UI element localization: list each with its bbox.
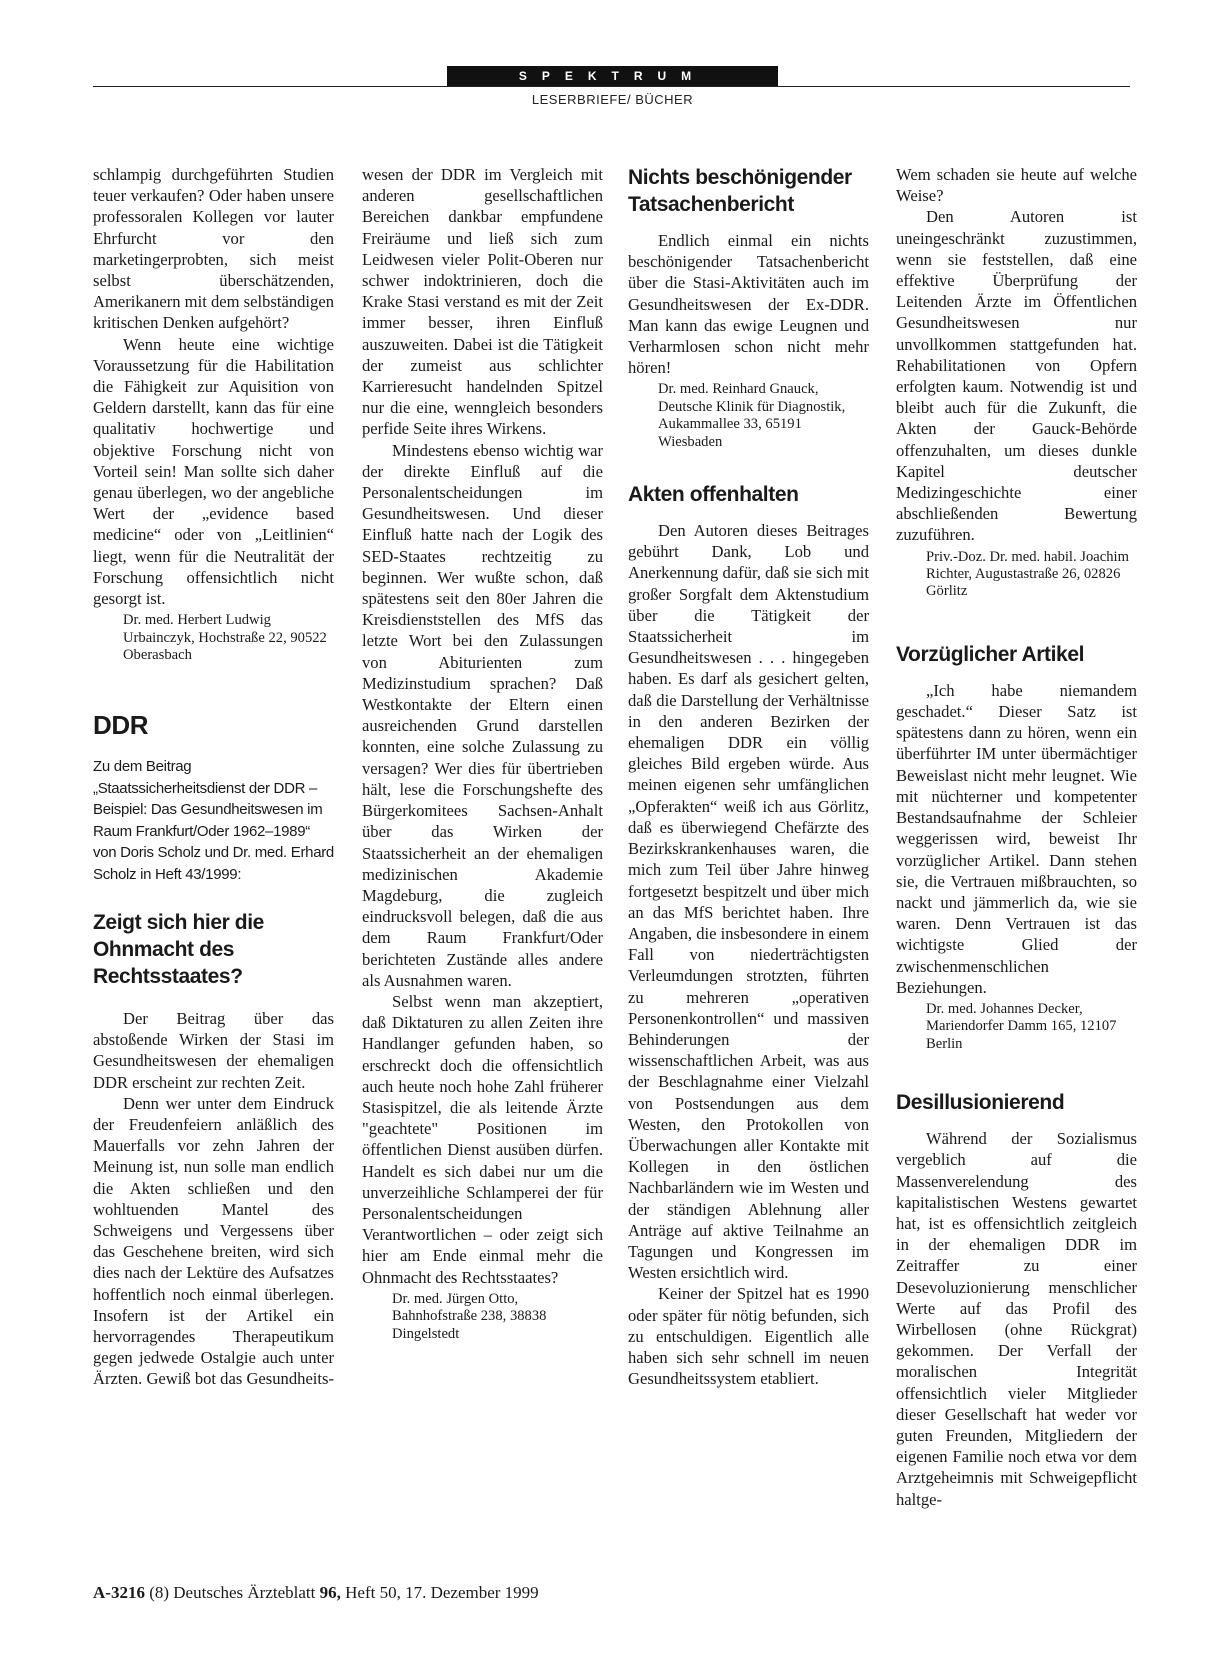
body-paragraph: Wem schaden sie heute auf welche Weise? — [896, 165, 1137, 206]
column-4 — [896, 164, 1137, 1510]
body-paragraph: schlampig durchgeführten Studien teuer verkaufen? Oder haben unsere professoralen Kollegen vor lauter Ehrfurcht vor den marketingerprobten, sich meist selbst überschätzenden, Amerikanern mit dem selbständigen kritischen Denken aufgehört? — [93, 165, 335, 333]
topic-heading: DDR — [93, 710, 149, 741]
letter-heading: Akten offenhalten — [628, 483, 799, 507]
header-rule — [93, 86, 1130, 87]
page-code: A-3216 — [93, 1583, 145, 1602]
letter-signature: Dr. med. Reinhard Gnauck, Deutsche Klinik für Diagnostik, Aukammallee 33, 65191 Wiesbaden — [658, 381, 846, 450]
letter-signature: Dr. med. Johannes Decker, Mariendorfer Damm 165, 12107 Berlin — [926, 1000, 1117, 1052]
letter-heading: Zeigt sich hier die Ohnmacht des Rechtsstaates? — [93, 910, 264, 988]
journal-volume: 96, — [319, 1583, 341, 1602]
letter-heading: Desillusionierend — [896, 1091, 1065, 1115]
section-subtitle: LESERBRIEFE/ BÜCHER — [531, 92, 694, 107]
body-paragraph: Keiner der Spitzel hat es 1990 oder später für nötig befunden, sich zu entschuldigen. Eigentlich alle haben sich sehr schnell im neuen Gesundheitssystem etabliert. — [628, 1284, 869, 1389]
column-1 — [93, 164, 334, 1390]
body-paragraph: Endlich einmal ein nichts beschönigender Tatsachenbericht über die Stasi-Aktivitäten auch im Gesundheitswesen der Ex-DDR. Man kann das ewige Leugnen und Verharmlosen schon nicht mehr hören! — [628, 231, 869, 378]
body-paragraph: Den Autoren ist uneingeschränkt zuzustimmen, wenn sie feststellen, daß eine effektive Überprüfung der Leitenden Ärzte im Öffentlichen Gesundheitswesen nur unvollkommen stattgefunden hat. Rehabilitationen von Opfern erfolgten kaum. Notwendig ist und bleibt auch für die Zukunft, die Akten der Gauck-Behörde offenzuhalten, um dieses dunkle Kapitel deutscher Medizingeschichte einer abschließenden Bewertung zuzuführen. — [896, 207, 1137, 545]
topic-intro: Zu dem Beitrag „Staatssicherheitsdienst der DDR – Beispiel: Das Gesundheitswesen im Raum Frankfurt/Oder 1962–1989“ von Doris Scholz und Dr. med. Erhard Scholz in Heft 43/1999: — [93, 758, 334, 883]
body-paragraph: Denn wer unter dem Eindruck der Freudenfeiern anläßlich des Mauerfalls vor zehn Jahren der Meinung ist, nun solle man endlich die Akten schließen und den wohltuenden Mantel des Schweigens und Vergessens über das Geschehene breiten, wird sich dies nach der Lektüre des Aufsatzes hoffentlich noch einmal überlegen. Insofern ist der Artikel ein hervorragendes Therapeutikum gegen jedwede Ostalgie auch unter Ärzten. Gewiß bot das Gesundheits- — [93, 1093, 335, 1389]
letter-signature: Priv.-Doz. Dr. med. habil. Joachim Richter, Augustastraße 26, 02826 Görlitz — [926, 548, 1129, 600]
page-number: (8) — [149, 1583, 170, 1602]
journal-issue: Heft 50, 17. Dezember 1999 — [345, 1583, 539, 1602]
letter-signature: Dr. med. Herbert Ludwig Urbainczyk, Hochstraße 22, 90522 Oberasbach — [123, 612, 327, 664]
body-paragraph: Der Beitrag über das abstoßende Wirken der Stasi im Gesundheitswesen der ehemaligen DDR erscheint zur rechten Zeit. — [93, 1008, 334, 1092]
body-paragraph: „Ich habe niemandem geschadet.“ Dieser Satz ist spätestens dann zu hören, wenn ein überführter IM unter übermächtiger Beweislast nicht mehr leugnet. Wie mit nüchterner und kompetenter Bestandsaufnahme der Schleier weggerissen wird, beweist Ihr vorzüglicher Artikel. Dann stehen sie, die Vertrauen mißbrauchten, so nackt und jämmerlich da, wie sie waren. Denn Vertrauen ist das wichtigste Glied der zwischenmenschlichen Beziehungen. — [896, 680, 1137, 997]
section-banner: SPEKTRUM — [447, 66, 778, 86]
body-paragraph: Wenn heute eine wichtige Voraussetzung für die Habilitation die Fähigkeit zur Aquisition von Geldern darstellt, kann das für eine qualitativ hochwertige und objektive Forschung nicht von Vorteil sein! Man sollte sich daher genau überlegen, wo der angebliche Wert der „evidence based medicine“ oder von „Leitlinien“ liegt, wenn für die Neutralität der Forschung offensichtlich nicht gesorgt ist. — [93, 334, 334, 609]
body-paragraph: Mindestens ebenso wichtig war der direkte Einfluß auf die Personalentscheidungen im Gesundheitswesen. Und dieser Einfluß hatte nach der Logik des SED-Staates rechtzeitig zu beginnen. Wer wußte schon, daß spätestens seit den 80er Jahren die Kreisdienststellen des MfS das letzte Wort bei den Zulassungen von Abiturienten zum Medizinstudium sprachen? Daß Westkontakte der Eltern einen ausreichenden Grund darstellen konnten, eine solche Zulassung zu versagen? Wer dies für übertrieben hält, lese die Forschungshefte des Bürgerkomitees Sachsen-Anhalt über das Wirken der Staatssicherheit an der ehemaligen medizinischen Akademie Magdeburg, die zugleich eindrucksvoll belegen, daß die aus dem Raum Frankfurt/Oder berichteten Zustände alles andere als Ausnahmen waren. — [362, 440, 603, 990]
journal-name: Deutsches Ärzteblatt — [173, 1583, 316, 1602]
letter-heading: Nichts beschönigender Tatsachenbericht — [628, 166, 852, 216]
column-3 — [628, 164, 869, 1389]
letter-signature: Dr. med. Jürgen Otto, Bahnhofstraße 238, 38838 Dingelstedt — [392, 1290, 547, 1342]
body-paragraph: wesen der DDR im Vergleich mit anderen gesellschaftlichen Bereichen dankbar empfundene Freiräume und ließ sich zum Leidwesen vieler Polit-Oberen nur schwer indoktrinieren, doch die Krake Stasi verstand es mit der Zeit immer besser, ihren Einfluß auszuweiten. Dabei ist die Tätigkeit der zumeist aus schlichter Karrieresucht handelnden Spitzel nur die eine, wenngleich besonders perfide Seite ihres Wirkens. — [362, 165, 603, 439]
body-paragraph: Während der Sozialismus vergeblich auf die Massenverelendung des kapitalistischen Westens gewartet hat, ist es offensichtlich zeitgleich in der ehemaligen DDR im Zeitraffer zu einer Desevoluzionierung menschlicher Werte auf das Profil des Wirbellosen (ohne Rückgrat) gekommen. Der Verfall der moralischen Integrität offensichtlich vieler Mitglieder dieser Gesellschaft hat weder vor guten Freunden, Mitgliedern der eigenen Familie noch etwa vor dem Arztgeheimnis mit Schweigepflicht haltge- — [896, 1129, 1137, 1509]
letter-heading: Vorzüglicher Artikel — [896, 642, 1085, 666]
page-footer — [93, 1583, 539, 1603]
body-paragraph: Den Autoren dieses Beitrages gebührt Dank, Lob und Anerkennung dafür, daß sie sich mit großer Sorgfalt dem Aktenstudium über die Tätigkeit der Staatssicherheit im Gesundheitswesen . . . hingegeben haben. Es darf als gesichert gelten, daß die Darstellung der Verhältnisse in den anderen Bezirken der ehemaligen DDR ein völlig gleiches Bild ergeben würde. Aus meinen eigenen sehr umfänglichen „Opferakten“ weiß ich aus Görlitz, daß es überwiegend Chefärzte des Bezirkskrankenhauses waren, die mich zum Teil über Jahre hinweg fortgesetzt bespitzelt und über mich an das MfS berichtet haben. Ihre Angaben, die insbesondere in einem Fall von niederträchtigsten Verleumdungen strotzten, führten zu mehreren „operativen Personenkontrollen“ und massiven Behinderungen der wissenschaftlichen Arbeit, was aus der Beschlagnahme einer Vielzahl von Postsendungen aus dem Westen, den Protokollen von Überwachungen aller Kontakte mit Kollegen in den östlichen Nachbarländern wie im Westen und der ständigen Ablehnung aller Anträge auf aktive Teilnahme an Tagungen und Kongressen im Westen ersichtlich wird. — [628, 521, 869, 1283]
column-2 — [362, 164, 603, 1343]
body-paragraph: Selbst wenn man akzeptiert, daß Diktaturen zu allen Zeiten ihre Handlanger gefunden haben, so erschreckt doch die offensichtlich auch heute noch hohe Zahl früherer Stasispitzel, die als leitende Ärzte "geachtete" Positionen im öffentlichen Dienst ausüben dürfen. Handelt es sich dabei nur um die unverzeihliche Schlamperei der für Personalentscheidungen Verantwortlichen – oder zeigt sich hier am Ende einmal mehr die Ohnmacht des Rechtsstaates? — [362, 991, 603, 1287]
